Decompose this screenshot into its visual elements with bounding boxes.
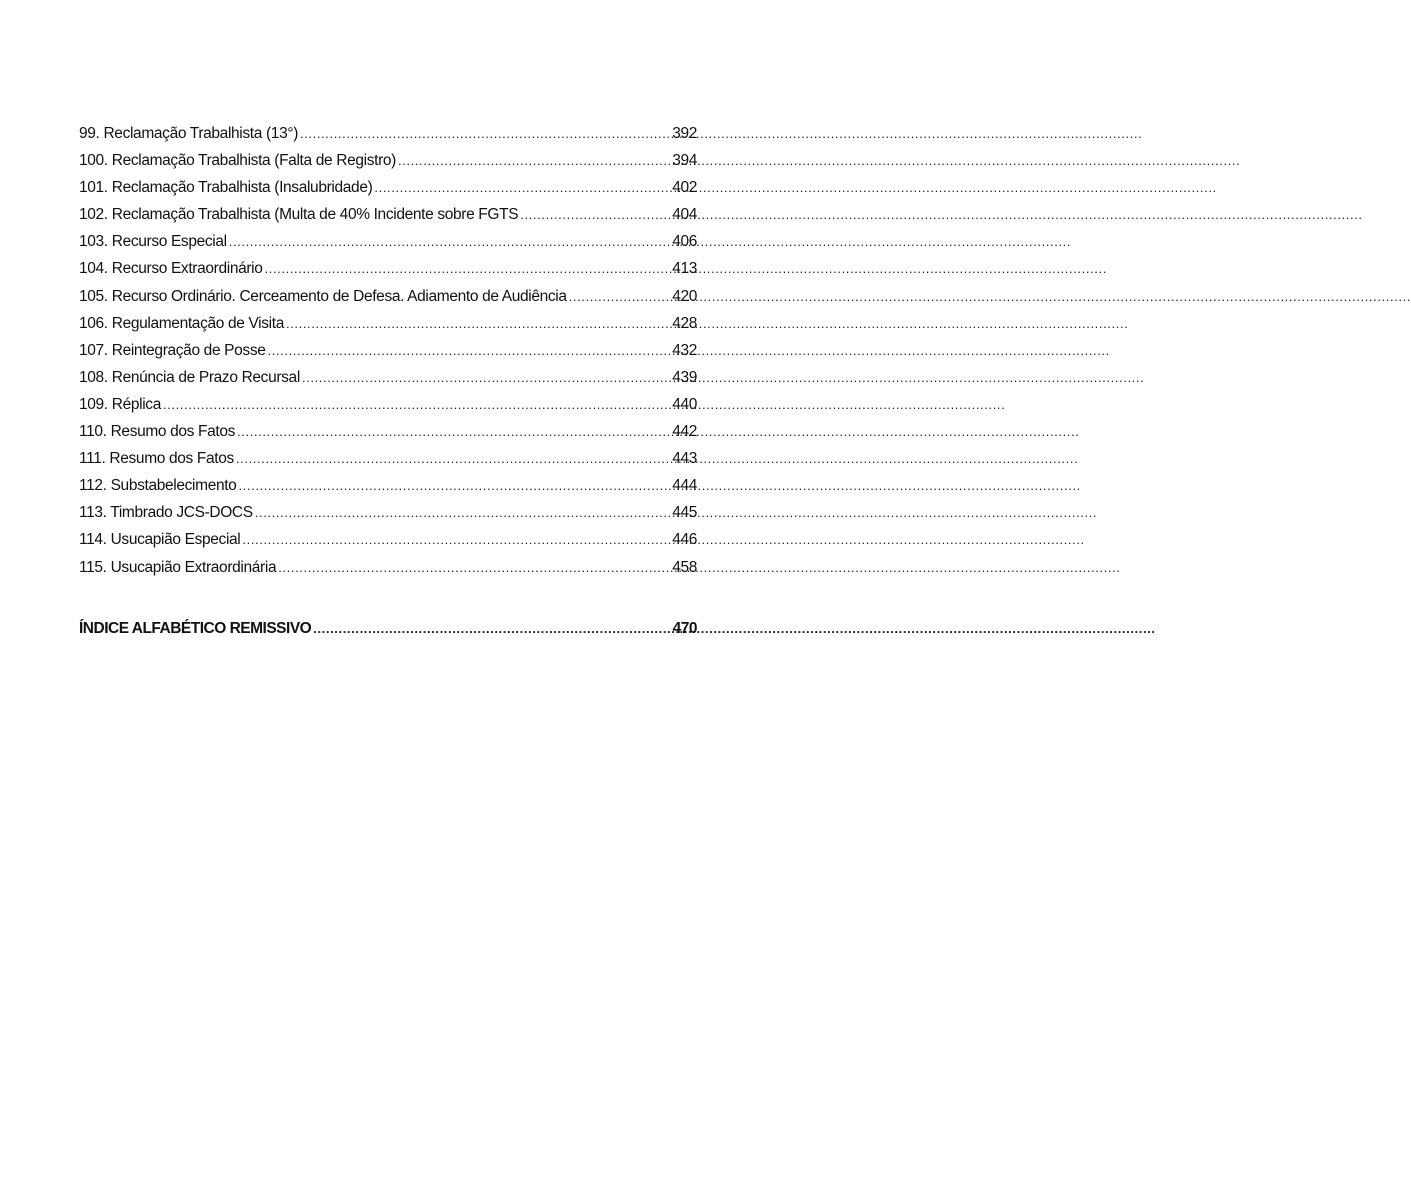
toc-dot-leader: [265, 261, 647, 276]
toc-entry-page: 428: [672, 314, 697, 332]
toc-entry-page: 420: [672, 287, 697, 305]
toc-entry-title: ÍNDICE ALFABÉTICO REMISSIVO: [79, 619, 312, 637]
toc-entry-page: 470: [672, 619, 697, 637]
toc-entry-112[interactable]: [79, 477, 697, 504]
toc-entry-title: 101. Reclamação Trabalhista (Insalubridade): [79, 179, 373, 197]
toc-entry-page: 439: [672, 368, 697, 386]
toc-entry-page: 406: [672, 233, 697, 251]
toc-entry-115[interactable]: [79, 559, 697, 586]
toc-entry-105[interactable]: [79, 288, 697, 315]
toc-entry-title: 109. Réplica: [79, 395, 161, 413]
toc-entry-title: 104. Recurso Extraordinário: [79, 260, 263, 278]
toc-entry-102[interactable]: [79, 206, 697, 233]
toc-entry-109[interactable]: [79, 396, 697, 423]
toc-dot-leader: [302, 370, 647, 385]
toc-dot-leader: [237, 424, 647, 439]
toc-dot-leader: [268, 343, 647, 358]
toc-entry-111[interactable]: [79, 450, 697, 477]
toc-entry-page: 392: [672, 125, 697, 142]
toc-entry-page: 413: [672, 260, 697, 278]
toc-entry-title: 99. Reclamação Trabalhista (13°): [79, 125, 298, 142]
toc-entry-title: 108. Renúncia de Prazo Recursal: [79, 368, 300, 386]
toc-entry-title: 110. Resumo dos Fatos: [79, 423, 236, 441]
toc-entry-107[interactable]: [79, 342, 697, 369]
toc-entry-page: 446: [672, 531, 697, 549]
toc-dot-leader: [374, 180, 647, 195]
toc-entry-page: 445: [672, 504, 697, 522]
toc-entry-title: 107. Reintegração de Posse: [79, 341, 266, 359]
toc-entry-101[interactable]: [79, 179, 697, 206]
toc-spacer: [79, 586, 697, 620]
toc-dot-leader: [398, 153, 647, 168]
toc-entry-title: 114. Usucapião Especial: [79, 531, 241, 549]
toc-dot-leader: [286, 316, 647, 331]
toc-dot-leader: [242, 532, 647, 547]
toc-entry-title: 100. Reclamação Trabalhista (Falta de Registro): [79, 152, 396, 170]
toc-entry-title: 105. Recurso Ordinário. Cerceamento de Defesa. Adiamento de Audiência: [79, 287, 567, 305]
toc-entry-103[interactable]: [79, 233, 697, 260]
toc-entry-page: 402: [672, 179, 697, 197]
toc-entry-100[interactable]: [79, 152, 697, 179]
toc-entry-104[interactable]: [79, 260, 697, 287]
toc-entry-title: 103. Recurso Especial: [79, 233, 227, 251]
toc-entry-title: 106. Regulamentação de Visita: [79, 314, 284, 332]
toc-dot-leader: [300, 126, 647, 141]
toc-entry-index[interactable]: [79, 620, 697, 647]
toc-entry-title: 111. Resumo dos Fatos: [79, 450, 234, 468]
toc-entry-page: 394: [672, 152, 697, 170]
toc-dot-leader: [255, 505, 647, 520]
toc-entry-page: 442: [672, 423, 697, 441]
toc-entry-title: 112. Substabelecimento: [79, 477, 237, 495]
toc-entry-106[interactable]: [79, 315, 697, 342]
toc-entry-114[interactable]: [79, 531, 697, 558]
toc-entry-108[interactable]: [79, 369, 697, 396]
toc-dot-leader: [236, 451, 647, 466]
toc-entry-title: 113. Timbrado JCS-DOCS: [79, 504, 253, 522]
toc-dot-leader: [163, 397, 647, 412]
toc-entry-page: 432: [672, 341, 697, 359]
toc-entry-page: 458: [672, 558, 697, 576]
toc-dot-leader: [313, 621, 647, 636]
table-of-contents: [79, 125, 697, 647]
toc-dot-leader: [520, 207, 647, 222]
toc-entry-page: 404: [672, 206, 697, 224]
toc-entry-113[interactable]: [79, 504, 697, 531]
toc-dot-leader: [569, 289, 647, 304]
toc-entry-110[interactable]: [79, 423, 697, 450]
toc-entry-page: 444: [672, 477, 697, 495]
toc-dot-leader: [238, 478, 647, 493]
toc-entry-99[interactable]: [79, 125, 697, 152]
toc-dot-leader: [278, 560, 647, 575]
toc-dot-leader: [229, 234, 647, 249]
toc-entry-page: 440: [672, 395, 697, 413]
toc-entry-title: 115. Usucapião Extraordinária: [79, 558, 277, 576]
toc-entry-page: 443: [672, 450, 697, 468]
toc-entry-title: 102. Reclamação Trabalhista (Multa de 40% Incidente sobre FGTS: [79, 206, 519, 224]
